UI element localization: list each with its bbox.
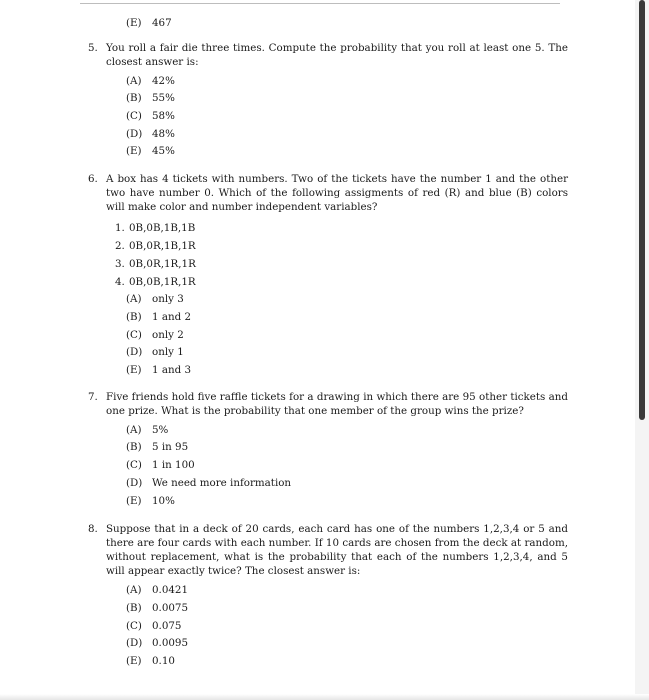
question-8 — [88, 522, 568, 578]
option-text: only 2 — [152, 328, 184, 341]
option-text: only 3 — [152, 293, 184, 306]
option-text: 0.075 — [152, 619, 182, 632]
option-text: 45% — [152, 145, 175, 158]
question-text: Suppose that in a deck of 20 cards, each card has one of the numbers 1,2,3,4 or 5 and there are four cards with each number. If 10 cards are chosen from the deck at random, without replacement, what is the probability that each of the numbers 1,2,3,4, and 5 will appear exactly twice? The closest answer is: — [106, 523, 568, 578]
option-label: (A) — [126, 423, 142, 436]
list-text: 0B,0R,1R,1R — [129, 257, 196, 270]
q6-list-item-3 — [115, 256, 568, 274]
question-text: Five friends hold five raffle tickets for a drawing in which there are 95 other tickets and one prize. What is the probability that one member of the group wins the prize? — [106, 390, 568, 417]
option-label: (B) — [126, 92, 142, 105]
option-label: (E) — [126, 145, 142, 158]
option-label: (E) — [126, 17, 142, 29]
question-text: A box has 4 tickets with numbers. Two of the tickets have the number 1 and the other two have number 0. Which of the following assigments of red (R) and blue (B) colors will make color and number independent variables? — [106, 173, 568, 214]
option-label: (D) — [126, 637, 143, 650]
question-5 — [88, 41, 568, 69]
q8-option-b — [126, 600, 568, 618]
scrollbar-thumb[interactable] — [639, 0, 645, 420]
q8-option-d — [126, 635, 568, 653]
question-6 — [88, 172, 568, 214]
q5-option-a — [126, 73, 568, 91]
list-number: 1. — [115, 222, 125, 235]
document-page — [88, 10, 568, 671]
list-number: 2. — [115, 239, 125, 252]
q6-list-item-4 — [115, 274, 568, 292]
question-number: 7. — [88, 390, 98, 403]
q7-option-c — [126, 457, 568, 475]
q5-option-d — [126, 126, 568, 144]
q6-list-item-2 — [115, 238, 568, 256]
option-text: 0.0421 — [152, 584, 189, 597]
q6-option-c — [126, 327, 568, 345]
q6-option-d — [126, 344, 568, 362]
q6-option-a — [126, 291, 568, 309]
q7-option-e — [126, 493, 568, 511]
option-label: (C) — [126, 459, 142, 472]
question-text: You roll a fair die three times. Compute the probability that you roll at least one 5. The closest answer is: — [106, 41, 568, 68]
option-text: 0.0095 — [152, 637, 189, 650]
option-label: (D) — [126, 346, 143, 359]
option-label: (A) — [126, 293, 142, 306]
page-top-border — [80, 3, 560, 4]
q8-option-c — [126, 618, 568, 636]
list-text: 0B,0R,1B,1R — [129, 239, 196, 252]
q7-option-d — [126, 475, 568, 493]
list-text: 0B,0B,1R,1R — [129, 275, 196, 288]
option-label: (C) — [126, 328, 142, 341]
q8-option-a — [126, 582, 568, 600]
option-prev-e — [126, 15, 568, 33]
option-label: (E) — [126, 654, 142, 667]
option-label: (D) — [126, 127, 143, 140]
option-text: 5 in 95 — [152, 441, 189, 454]
option-label: (C) — [126, 619, 142, 632]
option-text: We need more information — [152, 476, 292, 489]
option-text: 55% — [152, 92, 175, 105]
option-label: (E) — [126, 494, 142, 507]
option-label: (D) — [126, 476, 143, 489]
next-page-edge — [0, 694, 649, 700]
option-text: 10% — [152, 494, 175, 507]
q6-option-b — [126, 309, 568, 327]
q5-option-c — [126, 108, 568, 126]
option-text: 58% — [152, 110, 175, 123]
q5-option-e — [126, 143, 568, 161]
option-label: (B) — [126, 441, 142, 454]
option-text: 1 and 3 — [152, 364, 192, 377]
list-number: 3. — [115, 257, 125, 270]
q6-list-item-1 — [115, 220, 568, 238]
option-text: 5% — [152, 423, 169, 436]
option-text: 1 in 100 — [152, 459, 195, 472]
option-label: (E) — [126, 364, 142, 377]
option-label: (A) — [126, 584, 142, 597]
option-text: 48% — [152, 127, 175, 140]
q7-option-a — [126, 422, 568, 440]
list-number: 4. — [115, 275, 125, 288]
scrollbar[interactable] — [635, 0, 649, 700]
question-number: 5. — [88, 41, 98, 54]
option-text: 467 — [152, 17, 172, 29]
list-text: 0B,0B,1B,1B — [129, 222, 196, 235]
option-label: (B) — [126, 601, 142, 614]
q8-option-e — [126, 653, 568, 671]
question-number: 6. — [88, 173, 98, 186]
question-number: 8. — [88, 523, 98, 536]
option-text: 42% — [152, 74, 175, 87]
question-7 — [88, 390, 568, 418]
option-label: (C) — [126, 110, 142, 123]
option-label: (B) — [126, 311, 142, 323]
q6-option-e — [126, 362, 568, 380]
option-text: 0.0075 — [152, 601, 189, 614]
q7-option-b — [126, 439, 568, 457]
option-label: (A) — [126, 74, 142, 87]
option-text: only 1 — [152, 346, 184, 359]
q5-option-b — [126, 90, 568, 108]
option-text: 1 and 2 — [152, 311, 192, 323]
option-text: 0.10 — [152, 654, 175, 667]
